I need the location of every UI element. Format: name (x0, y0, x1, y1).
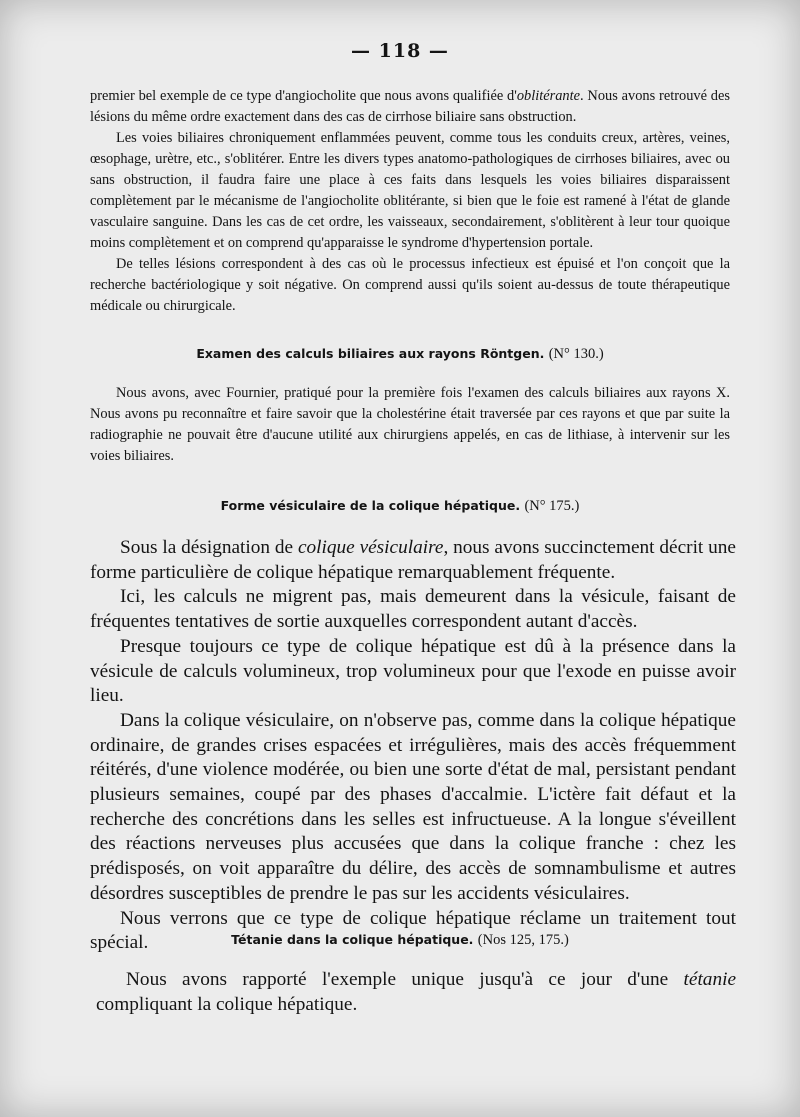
vesiculaire-paragraph-4: Dans la colique vésiculaire, on n'observe pas, comme dans la colique hépatique ordinaire, de grandes crises espacées et irrégulières, mais des accès fréquemment réitérés, d'une violence modérée, ou bien une sorte d'état de mal, persistant pendant plusieurs semaines, coupé par des phases d'accalmie. L'ictère fait défaut et la recherche des concrétions dans les selles est infructueuse. A la longue s'éveillent des réactions nerveuses plus accusées que dans la colique franche : chez les prédisposés, on voit apparaître du délire, des accès de somnambulisme et autres désordres susceptibles de prendre le pas sur les accidents vésiculaires. (90, 709, 736, 904)
vesiculaire-p1-emphasis: colique vésiculaire (297, 537, 444, 558)
tetanie-p1-end: compliquant la colique hépatique. (96, 993, 358, 1015)
section-reference: (N° 175.) (524, 498, 580, 514)
section-title: Examen des calculs biliaires aux rayons Röntgen. (196, 346, 545, 361)
section-heading-vesiculaire (0, 498, 800, 515)
vesiculaire-paragraph-3: Presque toujours ce type de colique hépatique est dû à la présence dans la vésicule de calculs volumineux, trop volumineux pour que l'exode en puisse avoir lieu. (90, 635, 736, 707)
vesiculaire-paragraph-1 (90, 536, 736, 585)
intro-p1-start: premier bel exemple de ce type d'angiocholite que nous avons qualifiée d' (90, 88, 517, 104)
section-reference: (N° 130.) (548, 346, 604, 362)
vesiculaire-p1-start: Sous la désignation de (120, 537, 298, 558)
section-vesiculaire-body (90, 536, 736, 956)
section-heading-rontgen (0, 346, 800, 363)
intro-p1-emphasis: oblitérante (516, 88, 581, 104)
section-title: Forme vésiculaire de la colique hépatique. (220, 498, 521, 513)
page-number: — 118 — (351, 40, 449, 62)
section-rontgen-body (90, 383, 730, 467)
tetanie-p1-start: Nous avons rapporté l'exemple unique jusqu'à ce jour d'une (126, 969, 684, 990)
tetanie-paragraph (96, 968, 736, 1017)
intro-block (90, 86, 730, 317)
section-heading-tetanie (0, 932, 800, 949)
vesiculaire-p1-end: , nous avons succinctement décrit une forme particulière de colique hépatique remarquablement fréquente. (90, 537, 736, 583)
section-rontgen-paragraph: Nous avons, avec Fournier, pratiqué pour la première fois l'examen des calculs biliaires aux rayons X. Nous avons pu reconnaître et faire savoir que la cholestérine était traversée par ces rayons et que par suite la radiographie ne pouvait être d'aucune utilité aux chirurgiens appelés, en cas de lithiase, à intervenir sur les voies biliaires. (90, 385, 730, 464)
intro-paragraph-1 (90, 86, 730, 128)
section-tetanie-body (96, 968, 736, 1017)
intro-paragraph-2: Les voies biliaires chroniquement enflammées peuvent, comme tous les conduits creux, artères, veines, œsophage, urètre, etc., s'oblitérer. Entre les divers types anatomo-pathologiques de cirrhoses biliaires, avec ou sans obstruction, il faudra faire une place à ces faits dans lesquels les voies biliaires disparaissent complètement par le mécanisme de l'angiocholite oblitérante, si bien que le foie est ramené à l'état de glande vasculaire sanguine. Dans les cas de cet ordre, les vaisseaux, secondairement, s'oblitèrent à leur tour quoique moins complètement et on comprend qu'apparaisse le syndrome d'hypertension portale. (90, 130, 730, 251)
section-reference: (Nos 125, 175.) (477, 932, 569, 948)
intro-p1-end: . Nous avons retrouvé des lésions du même ordre exactement dans des cas de cirrhose biliaire sans obstruction. (90, 88, 730, 125)
tetanie-p1-emphasis: tétanie (683, 969, 736, 990)
section-title: Tétanie dans la colique hépatique. (231, 932, 474, 947)
intro-paragraph-3: De telles lésions correspondent à des cas où le processus infectieux est épuisé et l'on conçoit que la recherche bactériologique y soit négative. On comprend aussi qu'ils soient au-dessus de toute thérapeutique médicale ou chirurgicale. (90, 256, 730, 314)
vesiculaire-paragraph-2: Ici, les calculs ne migrent pas, mais demeurent dans la vésicule, faisant de fréquentes tentatives de sortie auxquelles correspondent autant d'accès. (90, 586, 736, 633)
vesiculaire-paragraph-5: Nous verrons que ce type de colique hépatique réclame un traitement tout spécial. (90, 907, 736, 954)
